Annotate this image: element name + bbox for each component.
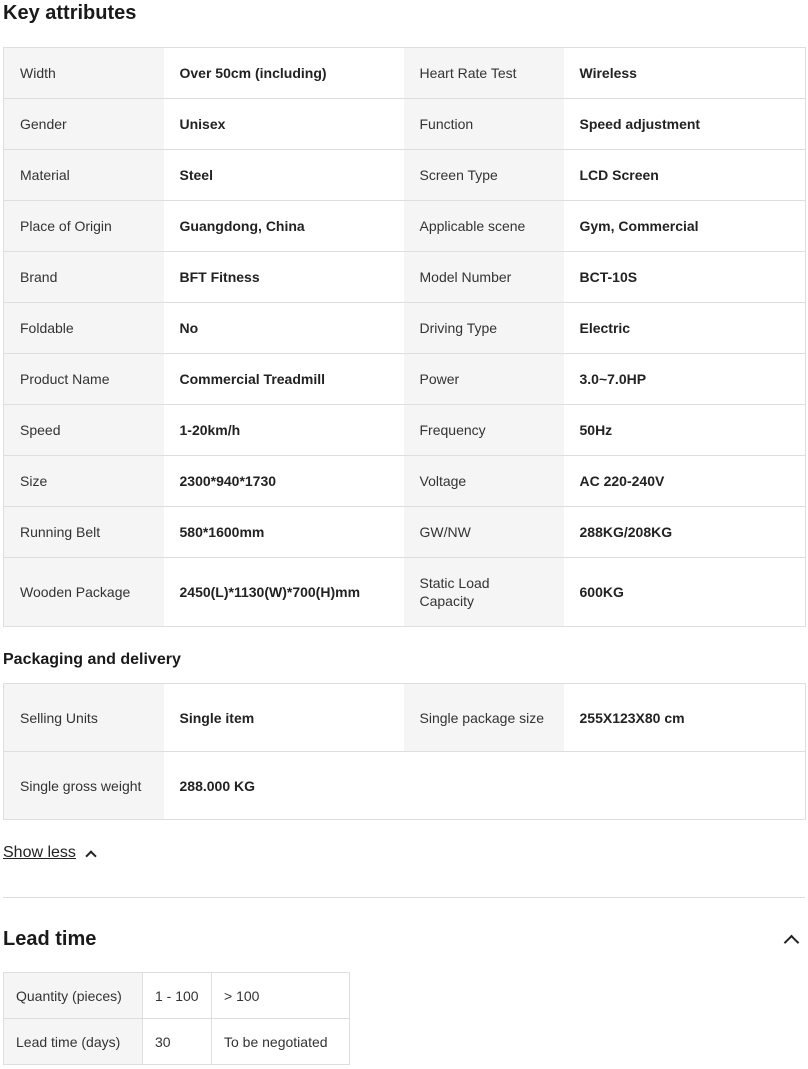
empty-cell: [564, 752, 806, 820]
lead-time-cell: > 100: [212, 973, 350, 1019]
attribute-value: No: [164, 303, 404, 354]
attribute-value: 1-20km/h: [164, 405, 404, 456]
attribute-key: Static Load Capacity: [404, 558, 564, 627]
attribute-key: Function: [404, 99, 564, 150]
attribute-key: Brand: [4, 252, 164, 303]
attribute-row: [4, 48, 806, 99]
packaging-table: [3, 683, 806, 820]
attribute-value: Guangdong, China: [164, 201, 404, 252]
attribute-key: Running Belt: [4, 507, 164, 558]
attribute-value: Over 50cm (including): [164, 48, 404, 99]
attribute-value: Unisex: [164, 99, 404, 150]
chevron-up-icon: [784, 935, 800, 951]
attribute-value: Wireless: [564, 48, 806, 99]
attribute-value: BCT-10S: [564, 252, 806, 303]
attribute-key: Gender: [4, 99, 164, 150]
lead-time-row: [4, 973, 350, 1019]
attribute-key: Heart Rate Test: [404, 48, 564, 99]
packaging-key: Selling Units: [4, 684, 164, 752]
attribute-value: BFT Fitness: [164, 252, 404, 303]
attribute-key: Place of Origin: [4, 201, 164, 252]
attribute-key: Width: [4, 48, 164, 99]
attribute-value: 2450(L)*1130(W)*700(H)mm: [164, 558, 404, 627]
attribute-key: Product Name: [4, 354, 164, 405]
packaging-value: 255X123X80 cm: [564, 684, 806, 752]
attribute-key: Material: [4, 150, 164, 201]
attribute-value: Electric: [564, 303, 806, 354]
attribute-row: [4, 354, 806, 405]
lead-time-collapse-button[interactable]: [782, 930, 802, 950]
attribute-row: [4, 303, 806, 354]
attribute-key: Driving Type: [404, 303, 564, 354]
key-attributes-title: Key attributes: [3, 2, 137, 24]
attribute-row: [4, 456, 806, 507]
attribute-key: Foldable: [4, 303, 164, 354]
attribute-value: 580*1600mm: [164, 507, 404, 558]
key-attributes-table: [3, 47, 806, 627]
lead-time-title: Lead time: [3, 928, 97, 950]
lead-time-row: [4, 1019, 350, 1065]
attribute-value: Steel: [164, 150, 404, 201]
attribute-value: Gym, Commercial: [564, 201, 806, 252]
chevron-up-icon: [85, 850, 96, 861]
show-less-label: Show less: [3, 844, 76, 861]
lead-time-cell: 1 - 100: [143, 973, 212, 1019]
attribute-value: 2300*940*1730: [164, 456, 404, 507]
attribute-key: Speed: [4, 405, 164, 456]
attribute-value: 600KG: [564, 558, 806, 627]
lead-time-header: Lead time (days): [4, 1019, 143, 1065]
attribute-key: GW/NW: [404, 507, 564, 558]
attribute-key: Size: [4, 456, 164, 507]
section-divider: [3, 897, 805, 898]
lead-time-cell: 30: [143, 1019, 212, 1065]
attribute-row: [4, 558, 806, 627]
attribute-value: AC 220-240V: [564, 456, 806, 507]
attribute-row: [4, 405, 806, 456]
packaging-key: Single gross weight: [4, 752, 164, 820]
attribute-key: Voltage: [404, 456, 564, 507]
attribute-row: [4, 150, 806, 201]
lead-time-table: [3, 972, 350, 1065]
attribute-value: Speed adjustment: [564, 99, 806, 150]
attribute-row: [4, 252, 806, 303]
attribute-row: [4, 507, 806, 558]
attribute-key: Applicable scene: [404, 201, 564, 252]
packaging-value: 288.000 KG: [164, 752, 404, 820]
attribute-value: Commercial Treadmill: [164, 354, 404, 405]
empty-cell: [404, 752, 564, 820]
show-less-link[interactable]: [3, 843, 95, 863]
lead-time-cell: To be negotiated: [212, 1019, 350, 1065]
attribute-key: Power: [404, 354, 564, 405]
attribute-value: 50Hz: [564, 405, 806, 456]
attribute-value: 288KG/208KG: [564, 507, 806, 558]
packaging-key: Single package size: [404, 684, 564, 752]
attribute-value: 3.0~7.0HP: [564, 354, 806, 405]
attribute-key: Wooden Package: [4, 558, 164, 627]
attribute-key: Model Number: [404, 252, 564, 303]
attribute-row: [4, 99, 806, 150]
packaging-row: [4, 752, 806, 820]
packaging-row: [4, 684, 806, 752]
attribute-row: [4, 201, 806, 252]
attribute-key: Frequency: [404, 405, 564, 456]
lead-time-header: Quantity (pieces): [4, 973, 143, 1019]
packaging-title: Packaging and delivery: [3, 651, 181, 668]
packaging-value: Single item: [164, 684, 404, 752]
attribute-key: Screen Type: [404, 150, 564, 201]
attribute-value: LCD Screen: [564, 150, 806, 201]
